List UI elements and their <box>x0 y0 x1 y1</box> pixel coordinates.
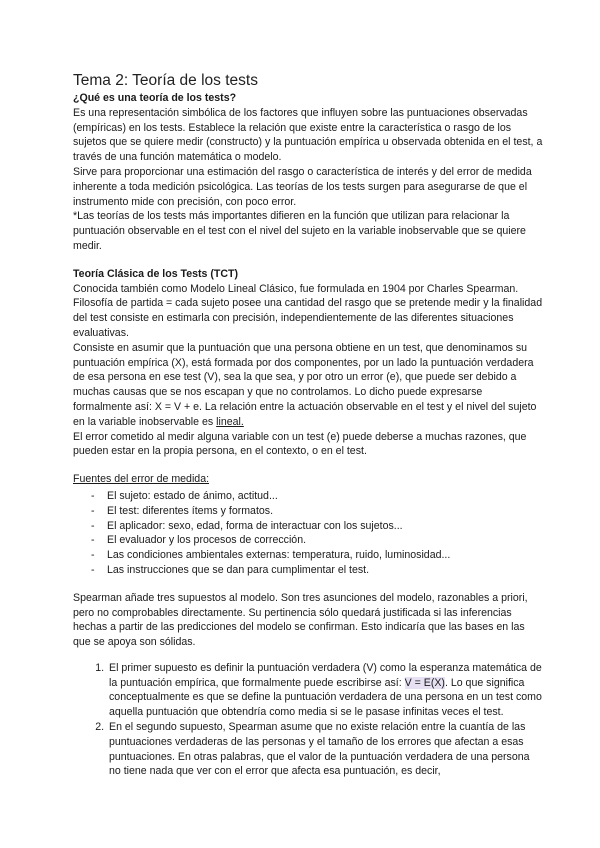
document-content <box>73 72 543 779</box>
error-sources-list <box>73 489 543 578</box>
page-title: Tema 2: Teoría de los tests <box>73 72 258 89</box>
section-heading-tct: Teoría Clásica de los Tests (TCT) <box>73 267 239 280</box>
paragraph-error: El error cometido al medir alguna variable con un test (e) puede deberse a muchas razones, que pueden estar en la propia persona, en el contexto, o en el test. <box>73 430 527 458</box>
tct-model-text: Consiste en asumir que la puntuación que una persona obtiene en un test, que denominamos su puntuación empírica (X), está formada por dos componentes, por un lado la puntuación verdadera de esa persona en ese test (V), sea la que sea, y por otro un error (e), que puede ser debido a muchas causas que se nos escapan y que no controlamos. Lo dicho puede expresarse formalmente así: X = V + e. La relación entre la actuación observable en el test y el nivel del sujeto en la variable inobservable es <box>73 341 537 428</box>
assumptions-list <box>73 661 543 779</box>
list-item: - El test: diferentes ítems y formatos. <box>91 504 543 519</box>
paragraph-assumptions: Spearman añade tres supuestos al modelo. Son tres asunciones del modelo, razonables a priori, pero no comprobables directamente. Su pertinencia sólo quedará justificada si las inferencias hechas a partir de las predicciones del modelo se confirman. Esto indicaría que las bases en las que se apoya son sólidas. <box>73 591 528 649</box>
list-item: - El sujeto: estado de ánimo, actitud... <box>91 489 543 504</box>
list-item: - El aplicador: sexo, edad, forma de interactuar con los sujetos... <box>91 519 543 534</box>
list-item: - Las condiciones ambientales externas: temperatura, ruido, luminosidad... <box>91 548 543 563</box>
list-item: 2. En el segundo supuesto, Spearman asume que no existe relación entre la cuantía de las puntuaciones verdaderas de las personas y el tamaño de los errores que afectan a esas puntuaciones. En otras palabras, que el valor de la puntuación verdadera de una persona no tiene nada que ver con el error que afecta esa puntuación, es decir, <box>107 720 543 779</box>
paragraph-note: *Las teorías de los tests más importantes difieren en la función que utilizan para relacionar la puntuación observable en el test con el nivel del sujeto en la variable inobservable que se quiere medir. <box>73 210 526 252</box>
section-heading-what-is: ¿Qué es una teoría de los tests? <box>73 92 237 104</box>
formula-highlight: V = E(X) <box>404 676 445 689</box>
paragraph-definition: Es una representación simbólica de los factores que influyen sobre las puntuaciones observadas (empíricas) en los tests. Establece la relación que existe entre la característica o rasgo de los sujetos que se quiere medir (constructo) y la puntuación empírica u observada obtenida en el test, a través de una función matemática o modelo. <box>73 106 543 164</box>
error-sources-heading: Fuentes del error de medida: <box>73 473 210 486</box>
assumption-1-rest: . Lo que significa conceptualmente es que se define la puntuación verdadera de una persona en un test como aquella puntuación que obtendría como media si se le pasase infinitas veces el test. <box>109 676 542 719</box>
list-item: - El evaluador y los procesos de corrección. <box>91 533 543 548</box>
list-item: - Las instrucciones que se dan para cumplimentar el test. <box>91 563 543 578</box>
linear-underlined: lineal. <box>216 415 244 428</box>
paragraph-tct-intro: Conocida también como Modelo Lineal Clásico, fue formulada en 1904 por Charles Spearman. Filosofía de partida = cada sujeto posee una cantidad del rasgo que se pretende medir y la finalidad del test consiste en estimarla con precisión, independientemente de las diferentes situaciones evaluativas. <box>73 282 543 339</box>
paragraph-tct-model <box>73 341 543 430</box>
paragraph-purpose: Sirve para proporcionar una estimación del rasgo o característica de interés y del error de medida inherente a toda medición psicológica. Las teorías de los tests surgen para asegurarse de que el instrumento mide con precisión, con poco error. <box>73 165 532 208</box>
assumption-1-text: El primer supuesto es definir la puntuación verdadera (V) como la esperanza matemática de la puntuación empírica, que formalmente puede escribirse así: <box>109 661 542 689</box>
list-item <box>107 661 543 720</box>
